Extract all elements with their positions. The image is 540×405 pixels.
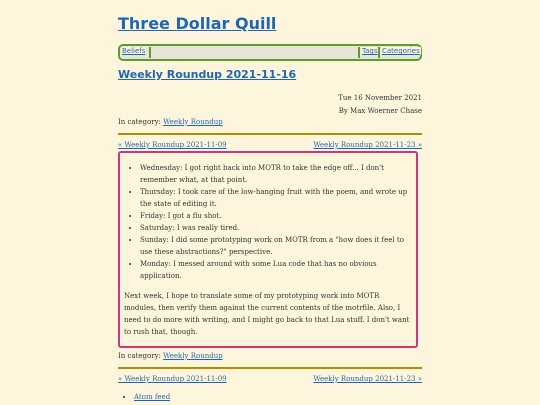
category-link[interactable]: Weekly Roundup [163, 118, 223, 126]
post-title-link[interactable]: Weekly Roundup 2021-11-16 [118, 68, 297, 81]
next-post-link[interactable]: Weekly Roundup 2021-11-23 » [313, 375, 422, 383]
prev-post-link[interactable]: « Weekly Roundup 2021-11-09 [118, 375, 227, 383]
nav-separator [378, 47, 380, 58]
list-item: • Wednesday: I got right back into MOTR to take the edge off... I don't remember what, at that point. [140, 162, 412, 186]
category-prefix: In category: [118, 352, 161, 360]
list-item [134, 393, 170, 401]
list-item: • Thursday: I took care of the low-hanging fruit with the poem, and wrote up the state of editing it. [140, 186, 412, 210]
next-post-link[interactable]: Weekly Roundup 2021-11-23 » [313, 141, 422, 149]
divider [118, 367, 422, 369]
list-item: • Sunday: I did some prototyping work on MOTR from a "how does it feel to use these abstractions?" perspective. [140, 234, 412, 258]
category-link[interactable]: Weekly Roundup [163, 352, 223, 360]
post-content [118, 151, 418, 348]
site-title-link[interactable]: Three Dollar Quill [118, 14, 277, 33]
nav-bar [118, 44, 422, 61]
divider [118, 133, 422, 135]
list-item: • Monday: I messed around with some Lua code that has no obvious application. [140, 258, 412, 282]
post-paragraph: Next week, I hope to translate some of my prototyping work into MOTR modules, then verify them against the current contents of the motrfile. Also, I need to do more with writing, and I might go back to that Lua stuff. I don't want to rush that, though. [124, 292, 410, 336]
day-list [124, 162, 412, 282]
post-category-top [118, 118, 223, 126]
nav-separator [358, 47, 360, 58]
list-item: • Friday: I got a flu shot. [140, 210, 412, 222]
post-author: By Max Woerner Chase [338, 107, 422, 115]
prev-post-link[interactable]: « Weekly Roundup 2021-11-09 [118, 141, 227, 149]
nav-categories-link[interactable]: Categories [382, 47, 420, 55]
atom-feed-link[interactable]: Atom feed [134, 393, 171, 401]
nav-tags-link[interactable]: Tags [362, 47, 378, 55]
post-category-bottom [118, 352, 223, 360]
category-prefix: In category: [118, 118, 161, 126]
nav-beliefs-link[interactable]: Beliefs [122, 47, 146, 55]
list-item: • Saturday: I was really tired. [140, 222, 412, 234]
post-date: Tue 16 November 2021 [338, 94, 422, 102]
nav-separator [149, 47, 151, 58]
footer-links [124, 393, 170, 401]
